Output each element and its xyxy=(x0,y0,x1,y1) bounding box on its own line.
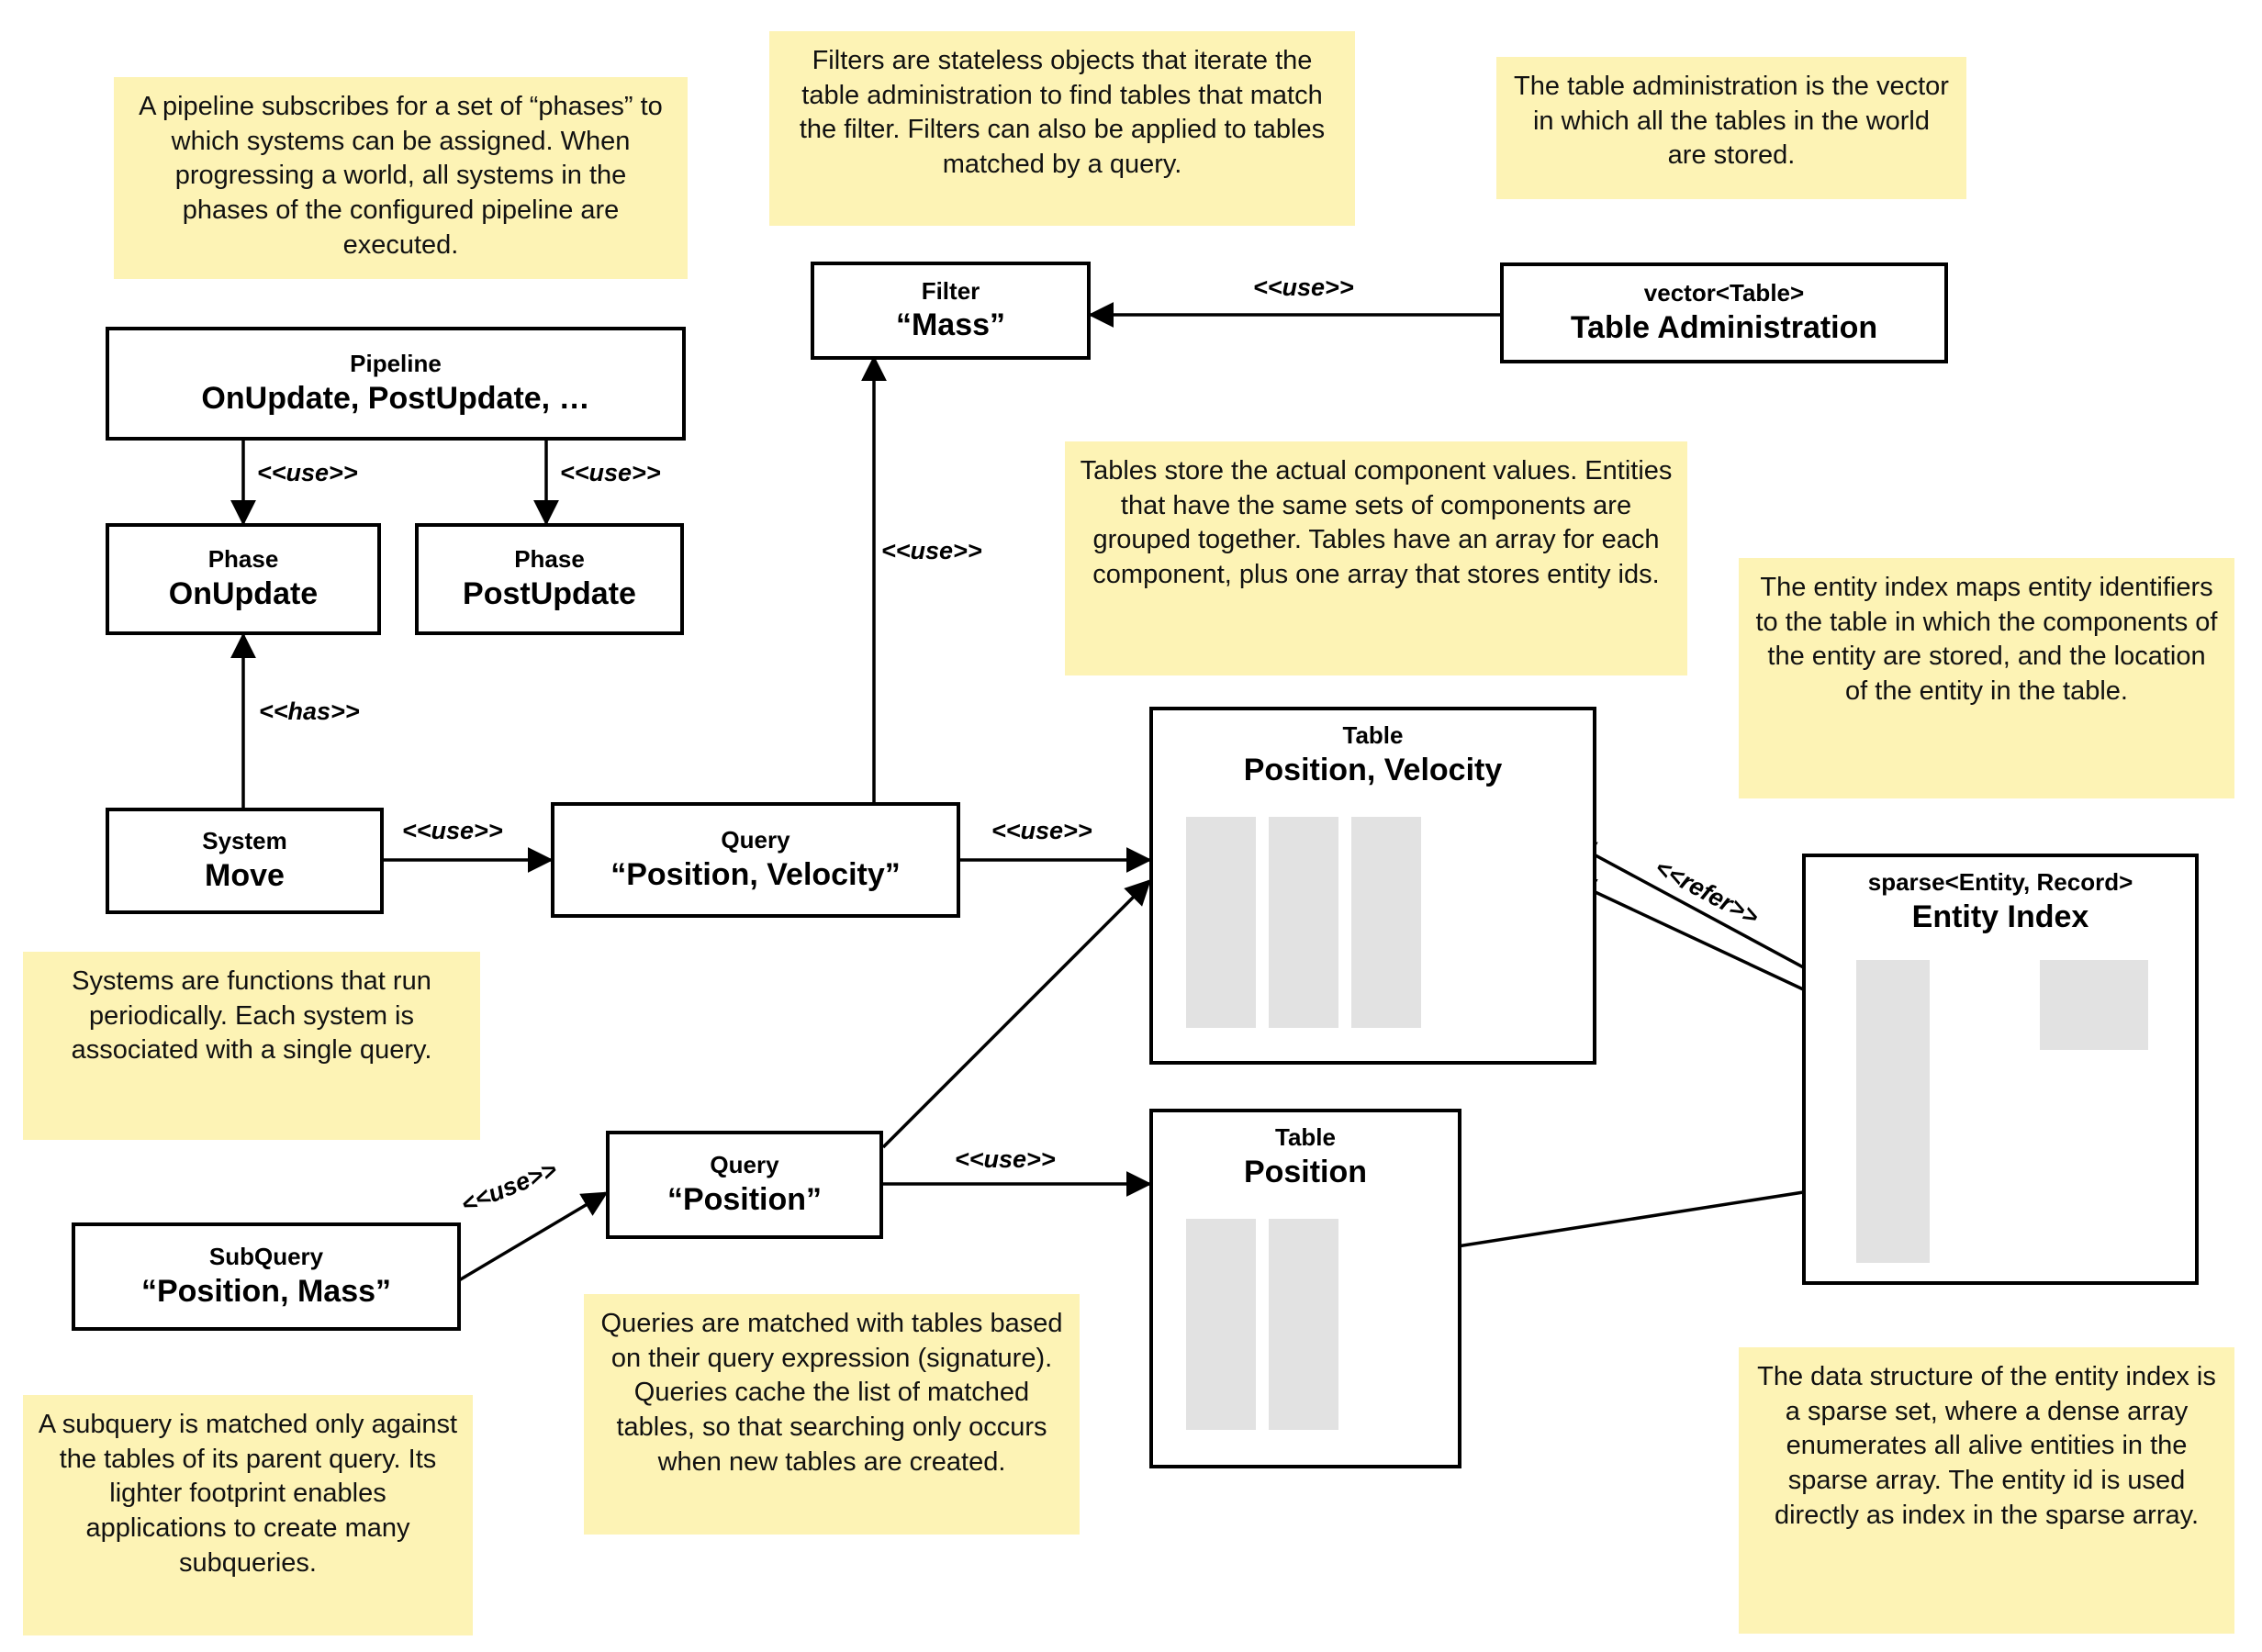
entity-index-header xyxy=(1806,857,2195,936)
note-systems: Systems are functions that run periodically. Each system is associated with a single query. xyxy=(23,952,480,1140)
note-entity-index: The entity index maps entity identifiers to the table in which the components of the entity are stored, and the location of the entity in the table. xyxy=(1739,558,2234,798)
table-position-columns xyxy=(1186,1219,1338,1430)
node-table-administration-title: Table Administration xyxy=(1570,309,1878,345)
edge-label-use-query-table: <<use>> xyxy=(991,817,1092,844)
node-table-administration[interactable] xyxy=(1500,262,1948,363)
node-system-move-stereotype: System xyxy=(202,827,287,854)
note-subquery: A subquery is matched only against the tables of its parent query. Its lighter footprint enables applications to create many subqueries. xyxy=(23,1395,473,1635)
node-pipeline-title: OnUpdate, PostUpdate, … xyxy=(201,380,590,416)
node-table-position-title: Position xyxy=(1243,1155,1368,1190)
node-query-position-velocity-title: “Position, Velocity” xyxy=(610,856,901,892)
node-table-position-velocity-title: Position, Velocity xyxy=(1243,753,1503,788)
node-subquery-stereotype: SubQuery xyxy=(208,1243,324,1270)
edge-label-has-system-phase: <<has>> xyxy=(259,698,360,725)
node-table-position-stereotype: Table xyxy=(1275,1123,1336,1151)
edge-label-use-query-filter: <<use>> xyxy=(881,537,982,564)
node-query-position-title: “Position” xyxy=(666,1181,823,1217)
node-entity-index-stereotype: sparse<Entity, Record> xyxy=(1867,868,2133,896)
edge-label-use-query-position-table: <<use>> xyxy=(955,1145,1056,1173)
node-pipeline[interactable] xyxy=(106,327,686,441)
table-column xyxy=(1269,817,1338,1028)
node-query-position-velocity[interactable] xyxy=(551,802,960,918)
note-tables: Tables store the actual component values. Entities that have the same sets of components are grouped together. Tables have an array for each component, plus one array that stores entity ids. xyxy=(1065,441,1687,675)
table-position-velocity-columns xyxy=(1186,817,1421,1028)
node-query-position-velocity-stereotype: Query xyxy=(721,826,790,854)
table-column xyxy=(1351,817,1421,1028)
note-filters: Filters are stateless objects that iterate the table administration to find tables that match the filter. Filters can also be applied to tables matched by a query. xyxy=(769,31,1355,226)
node-table-position-velocity-stereotype: Table xyxy=(1342,721,1404,749)
node-filter-mass-stereotype: Filter xyxy=(921,276,980,305)
edge-label-use-system-query: <<use>> xyxy=(402,817,503,844)
entity-index-dense-array xyxy=(2040,960,2148,1050)
note-queries: Queries are matched with tables based on their query expression (signature). Queries cache the list of matched tables, so that searching only occurs when new tables are created. xyxy=(584,1294,1080,1535)
node-subquery-position-mass[interactable] xyxy=(72,1222,461,1331)
node-table-administration-stereotype: vector<Table> xyxy=(1643,279,1805,307)
node-phase-onupdate-stereotype: Phase xyxy=(207,545,279,573)
entity-index-sparse-array xyxy=(1856,960,1930,1263)
note-pipeline: A pipeline subscribes for a set of “phases” to which systems can be assigned. When progressing a world, all systems in the phases of the configured pipeline are executed. xyxy=(114,77,688,279)
edge-label-use-tableadmin-filter: <<use>> xyxy=(1253,273,1354,301)
node-phase-postupdate[interactable] xyxy=(415,523,684,635)
node-subquery-title: “Position, Mass” xyxy=(140,1273,392,1309)
node-filter-mass-title: “Mass” xyxy=(895,307,1006,343)
node-system-move-title: Move xyxy=(205,857,285,893)
table-column xyxy=(1186,1219,1256,1430)
table-column xyxy=(1269,1219,1338,1430)
node-phase-onupdate-title: OnUpdate xyxy=(168,575,319,611)
note-table-admin: The table administration is the vector in which all the tables in the world are stored. xyxy=(1496,57,1966,199)
edge-label-use-pipeline-postupdate: <<use>> xyxy=(560,459,661,486)
table-position-header xyxy=(1153,1112,1458,1191)
note-sparse-set: The data structure of the entity index is a sparse set, where a dense array enumerates all alive entities in the sparse array. The entity id is used directly as index in the sparse array. xyxy=(1739,1347,2234,1634)
edge-label-refer-entityindex-table: <<refer>> xyxy=(1650,854,1764,932)
table-column xyxy=(1186,817,1256,1028)
node-phase-postupdate-title: PostUpdate xyxy=(463,575,636,611)
edge-label-use-pipeline-onupdate: <<use>> xyxy=(257,459,358,486)
node-query-position[interactable] xyxy=(606,1131,883,1239)
node-phase-onupdate[interactable] xyxy=(106,523,381,635)
node-query-position-stereotype: Query xyxy=(710,1151,779,1178)
node-system-move[interactable] xyxy=(106,808,384,914)
node-entity-index-title: Entity Index xyxy=(1911,899,2089,935)
node-pipeline-stereotype: Pipeline xyxy=(350,350,442,377)
node-filter-mass[interactable] xyxy=(811,262,1091,360)
table-position-velocity-header xyxy=(1153,710,1593,789)
node-phase-postupdate-stereotype: Phase xyxy=(514,545,585,573)
edge-label-use-subquery-query: <<use>> xyxy=(457,1155,561,1219)
